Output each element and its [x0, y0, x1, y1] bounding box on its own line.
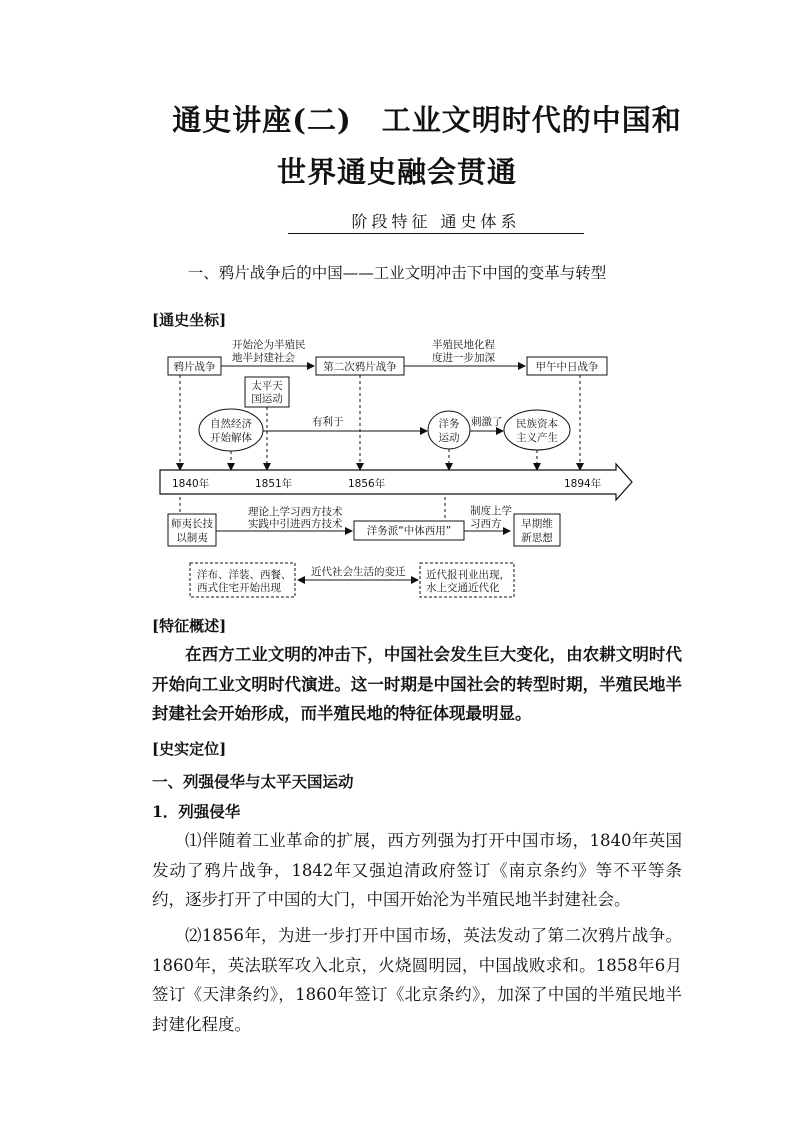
news-line2: 水上交通近代化 [426, 582, 500, 594]
shiyi-line2: 以制夷 [176, 532, 208, 544]
event-sino-japanese-war: 甲午中日战争 [535, 361, 599, 373]
natural-economy-line2: 开始解体 [210, 432, 252, 444]
capitalism-line1: 民族资本 [516, 418, 558, 430]
paragraph-1: ⑴伴随着工业革命的扩展，西方列强为打开中国市场，1840年英国发动了鸦片战争，1842年又强迫清政府签订《南京条约》等不平等条约，逐步打开了中国的大门，中国开始沦为半殖民地半封建社会。 [152, 831, 682, 909]
subtitle: 阶段特征 通史体系 [288, 209, 584, 234]
tag-overview: [特征概述] [152, 617, 227, 635]
natural-economy-line1: 自然经济 [210, 418, 252, 430]
label-a1-line2: 地半封建社会 [232, 352, 295, 364]
event-opium-war: 鸦片战争 [173, 361, 216, 373]
early-reform-line2: 新思想 [521, 532, 553, 544]
overview-paragraph: 在西方工业文明的冲击下，中国社会发生巨大变化，由农耕文明时代开始向工业文明时代演进。这一时期是中国社会的转型时期，半殖民地半封建社会开始形成，而半殖民地的特征体现最明显。 [152, 645, 682, 723]
life-line1: 洋布、洋装、西餐、 [197, 569, 292, 581]
label-a1-line1: 开始沦为半殖民 [232, 339, 306, 351]
tag-position: [史实定位] [152, 740, 227, 758]
page-title-line-1: 通史讲座(二) 工业文明时代的中国和 [172, 103, 682, 137]
page-title-line-2: 世界通史融会贯通 [276, 155, 517, 189]
sub-heading: 一、列强侵华与太平天国运动 [152, 772, 354, 791]
label-system-line2: 习西方 [470, 518, 502, 530]
year-1856: 1856年 [348, 478, 386, 490]
news-line1: 近代报刊业出现， [426, 569, 510, 581]
timeline-bar [160, 464, 632, 500]
label-social-change: 近代社会生活的变迁 [311, 566, 406, 578]
label-system-line1: 制度上学 [470, 505, 512, 517]
shiyi-line1: 师夷长技 [171, 518, 213, 530]
early-reform-line1: 早期维 [521, 518, 553, 530]
label-theory-line1: 理论上学习西方技术 [248, 506, 343, 518]
section-heading: 一、鸦片战争后的中国——工业文明冲击下中国的变革与转型 [187, 264, 607, 282]
label-a2-line1: 半殖民地化程 [432, 339, 495, 351]
tag-coordinates: [通史坐标] [152, 311, 227, 329]
label-stimulated: 刺激了 [471, 416, 503, 428]
point-1-heading: 1．列强侵华 [152, 802, 241, 821]
taiping-line1: 太平天 [251, 380, 283, 392]
capitalism-ellipse [504, 410, 570, 450]
zhongti-text: 洋务派“中体西用” [366, 525, 452, 537]
year-1851: 1851年 [255, 478, 293, 490]
natural-economy-ellipse [199, 409, 263, 451]
westernization-line1: 洋务 [438, 418, 460, 430]
label-a2-line2: 度进一步加深 [432, 352, 495, 364]
event-second-opium-war: 第二次鸦片战争 [323, 361, 397, 373]
label-theory-line2: 实践中引进西方技术 [248, 518, 343, 530]
life-line2: 西式住宅开始出现 [197, 582, 281, 594]
year-1894: 1894年 [564, 478, 602, 490]
taiping-line2: 国运动 [251, 393, 283, 405]
label-favorable: 有利于 [312, 416, 344, 428]
year-1840: 1840年 [172, 478, 210, 490]
westernization-line2: 运动 [438, 432, 460, 444]
paragraph-2: ⑵1856年，为进一步打开中国市场，英法发动了第二次鸦片战争。1860年，英法联军攻入北京，火烧圆明园，中国战败求和。1858年6月签订《天津条约》，1860年签订《北京条约》，加深了中国的半殖民地半封建化程度。 [152, 926, 682, 1034]
capitalism-line2: 主义产生 [516, 432, 558, 444]
